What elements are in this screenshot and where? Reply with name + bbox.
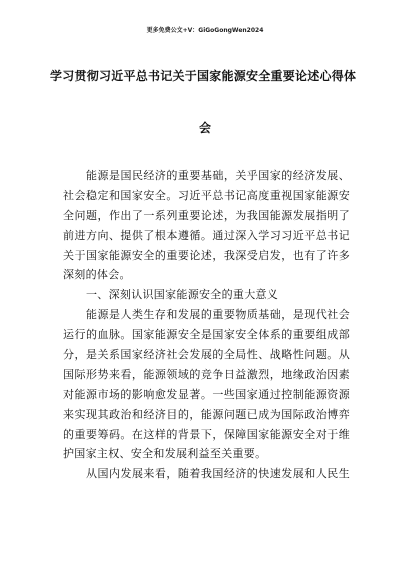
paragraph-line: 的重要筹码。在这样的背景下，保障国家能源安全对于维 — [63, 427, 350, 441]
header-note: 更多免费公文+V：GiGoGongWen2024 — [146, 27, 264, 34]
document-body — [63, 166, 350, 484]
paragraph-line: 国际形势来看，能源领域的竞争日益激烈，地缘政治因素 — [63, 367, 350, 381]
paragraph-line: 对能源市场的影响愈发显著。一些国家通过控制能源资源 — [63, 387, 350, 401]
paragraph-line: 前进方向、提供了根本遵循。通过深入学习习近平总书记 — [63, 228, 350, 242]
paragraph-line: 来实现其政治和经济目的，能源问题已成为国际政治博弈 — [63, 407, 350, 421]
paragraph-line: 分，是关系国家经济社会发展的全局性、战略性问题。从 — [63, 348, 350, 362]
paragraph-line: 能源是国民经济的重要基础，关乎国家的经济发展、 — [86, 169, 350, 182]
title-line-1: 学习贯彻习近平总书记关于国家能源安全重要论述心得体 — [50, 69, 356, 83]
section-paragraph — [63, 464, 350, 484]
paragraph-line: 深刻的体会。 — [63, 268, 131, 282]
title-line-2: 会 — [198, 121, 211, 135]
paragraph-line: 能源是人类生存和发展的重要物质基础，是现代社会 — [86, 308, 350, 322]
intro-paragraph — [63, 166, 350, 285]
paragraph-line: 全问题，作出了一系列重要论述，为我国能源发展指明了 — [63, 208, 350, 222]
paragraph-line: 护国家主权、安全和发展利益至关重要。 — [63, 447, 267, 461]
section-paragraph — [63, 305, 350, 464]
paragraph-line: 运行的血脉。国家能源安全是国家安全体系的重要组成部 — [63, 328, 350, 342]
paragraph-line: 社会稳定和国家安全。习近平总书记高度重视国家能源安 — [63, 188, 350, 202]
section-heading: 一、深刻认识国家能源安全的重大意义 — [86, 288, 279, 302]
paragraph-line: 从国内发展来看，随着我国经济的快速发展和人民生 — [86, 467, 350, 481]
paragraph-line: 关于国家能源安全的重要论述，我深受启发，也有了许多 — [63, 248, 350, 262]
